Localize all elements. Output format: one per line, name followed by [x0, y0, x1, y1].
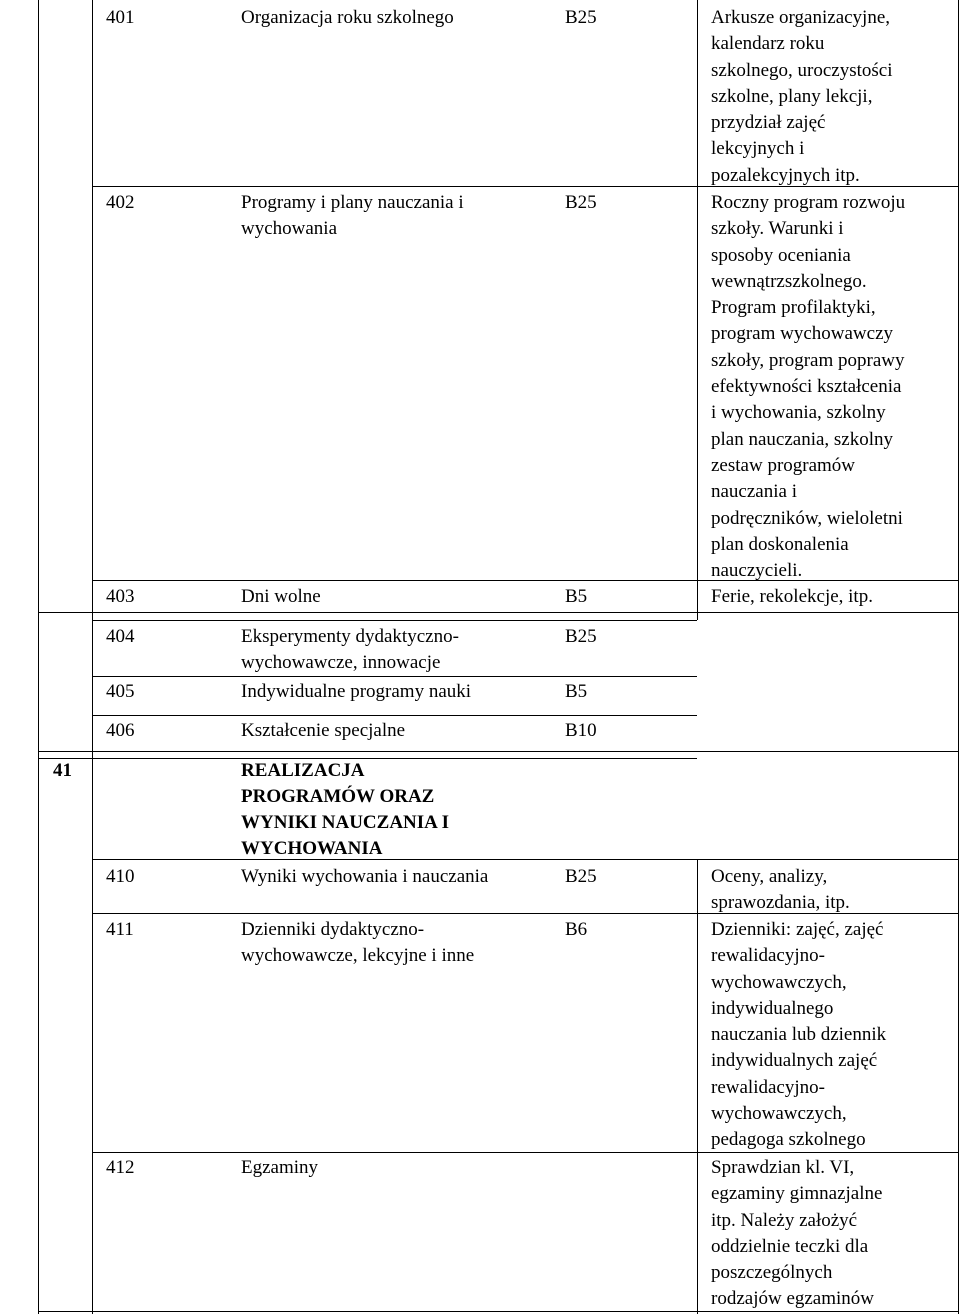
- row-category: B25: [565, 866, 597, 887]
- text-line: wychowawczych,: [711, 971, 847, 993]
- border-right: [958, 0, 959, 1314]
- row-title: [241, 624, 459, 677]
- text-line: Eksperymenty dydaktyczno-: [241, 626, 459, 647]
- text-line: Dzienniki dydaktyczno-: [241, 919, 425, 940]
- row-separator: [38, 612, 959, 613]
- text-line: nauczycieli.: [711, 560, 803, 582]
- text-line: i wychowania, szkolny: [711, 402, 886, 424]
- text-line: sposoby oceniania: [711, 244, 851, 266]
- col-divider-notes: [697, 0, 698, 620]
- text-line: wewnątrzszkolnego.: [711, 270, 867, 292]
- row-notes: [711, 5, 893, 189]
- row-title: [241, 1155, 318, 1181]
- row-separator: [92, 715, 697, 716]
- text-line: Indywidualne programy nauki: [241, 681, 472, 702]
- text-line: Programy i plany nauczania i: [241, 192, 464, 213]
- text-line: podręczników, wieloletni: [711, 507, 903, 529]
- row-code: 410: [106, 866, 135, 887]
- col-divider-group: [92, 0, 93, 1314]
- text-line: REALIZACJA: [241, 760, 365, 781]
- text-line: Program profilaktyki,: [711, 297, 876, 319]
- row-notes: [711, 917, 886, 1154]
- text-line: wychowawczych,: [711, 1103, 847, 1125]
- text-line: poszczególnych: [711, 1262, 833, 1284]
- row-code: 412: [106, 1157, 135, 1178]
- text-line: Organizacja roku szkolnego: [241, 7, 454, 28]
- text-line: efektywności kształcenia: [711, 376, 902, 398]
- text-line: WYCHOWANIA: [241, 838, 383, 859]
- row-code: 402: [106, 192, 135, 213]
- row-code: 405: [106, 681, 135, 702]
- text-line: Sprawdzian kl. VI,: [711, 1157, 855, 1178]
- row-code: 411: [106, 919, 134, 940]
- row-notes: [711, 864, 850, 917]
- row-category: B5: [565, 586, 588, 607]
- text-line: indywidualnego: [711, 997, 834, 1019]
- text-line: plan nauczania, szkolny: [711, 428, 894, 450]
- text-line: itp. Należy założyć: [711, 1209, 858, 1231]
- row-category: B10: [565, 720, 597, 741]
- row-title: [241, 917, 474, 970]
- text-line: program wychowawczy: [711, 323, 894, 345]
- row-category: B25: [565, 626, 597, 647]
- text-line: WYNIKI NAUCZANIA I: [241, 812, 449, 833]
- border-left: [38, 0, 39, 1314]
- text-line: wychowawcze, lekcyjne i inne: [241, 945, 475, 967]
- text-line: szkolne, plany lekcji,: [711, 85, 873, 107]
- text-line: zestaw programów: [711, 454, 856, 476]
- row-category: B25: [565, 7, 597, 28]
- text-line: Egzaminy: [241, 1157, 319, 1178]
- text-line: Dzienniki: zajęć, zajęć: [711, 919, 884, 940]
- text-line: nauczania lub dziennik: [711, 1024, 887, 1046]
- text-line: Dni wolne: [241, 586, 321, 607]
- row-separator: [92, 620, 697, 621]
- group-title: [241, 758, 449, 862]
- group-code: 41: [53, 760, 72, 781]
- text-line: rewalidacyjno-: [711, 945, 825, 967]
- text-line: nauczania i: [711, 481, 797, 503]
- row-code: 406: [106, 720, 135, 741]
- row-code: 404: [106, 626, 135, 647]
- text-line: Wyniki wychowania i nauczania: [241, 866, 489, 887]
- text-line: Kształcenie specjalne: [241, 720, 406, 741]
- text-line: Roczny program rozwoju: [711, 192, 906, 213]
- text-line: szkolnego, uroczystości: [711, 59, 893, 81]
- row-notes: [711, 190, 905, 584]
- text-line: egzaminy gimnazjalne: [711, 1183, 883, 1205]
- text-line: szkoły, program poprawy: [711, 349, 905, 371]
- row-category: B6: [565, 919, 588, 940]
- row-title: [241, 584, 321, 610]
- text-line: rewalidacyjno-: [711, 1076, 825, 1098]
- row-title: [241, 679, 471, 705]
- text-line: indywidualnych zajęć: [711, 1050, 878, 1072]
- text-line: plan doskonalenia: [711, 533, 849, 555]
- row-separator: [92, 859, 959, 860]
- text-line: przydział zajęć: [711, 112, 826, 134]
- text-line: wychowania: [241, 218, 338, 240]
- text-line: Arkusze organizacyjne,: [711, 7, 891, 28]
- row-code: 403: [106, 586, 135, 607]
- text-line: rodzajów egzaminów: [711, 1288, 875, 1310]
- text-line: lekcyjnych i: [711, 138, 805, 160]
- text-line: oddzielnie teczki dla: [711, 1235, 869, 1257]
- row-title: [241, 864, 488, 890]
- row-title: [241, 190, 464, 243]
- text-line: pozalekcyjnych itp.: [711, 164, 860, 186]
- text-line: szkoły. Warunki i: [711, 218, 844, 240]
- text-line: pedagoga szkolnego: [711, 1129, 866, 1151]
- col-divider-notes: [697, 859, 698, 1314]
- row-title: [241, 5, 454, 31]
- row-title: [241, 718, 405, 744]
- row-notes: [711, 1155, 882, 1313]
- row-separator: [38, 751, 959, 752]
- row-category: B5: [565, 681, 588, 702]
- row-category: B25: [565, 192, 597, 213]
- text-line: Oceny, analizy,: [711, 866, 828, 887]
- text-line: kalendarz roku: [711, 33, 825, 55]
- text-line: PROGRAMÓW ORAZ: [241, 786, 435, 807]
- text-line: wychowawcze, innowacje: [241, 652, 441, 674]
- text-line: sprawozdania, itp.: [711, 892, 850, 914]
- row-code: 401: [106, 7, 135, 28]
- text-line: Ferie, rekolekcje, itp.: [711, 586, 873, 607]
- row-notes: [711, 584, 873, 610]
